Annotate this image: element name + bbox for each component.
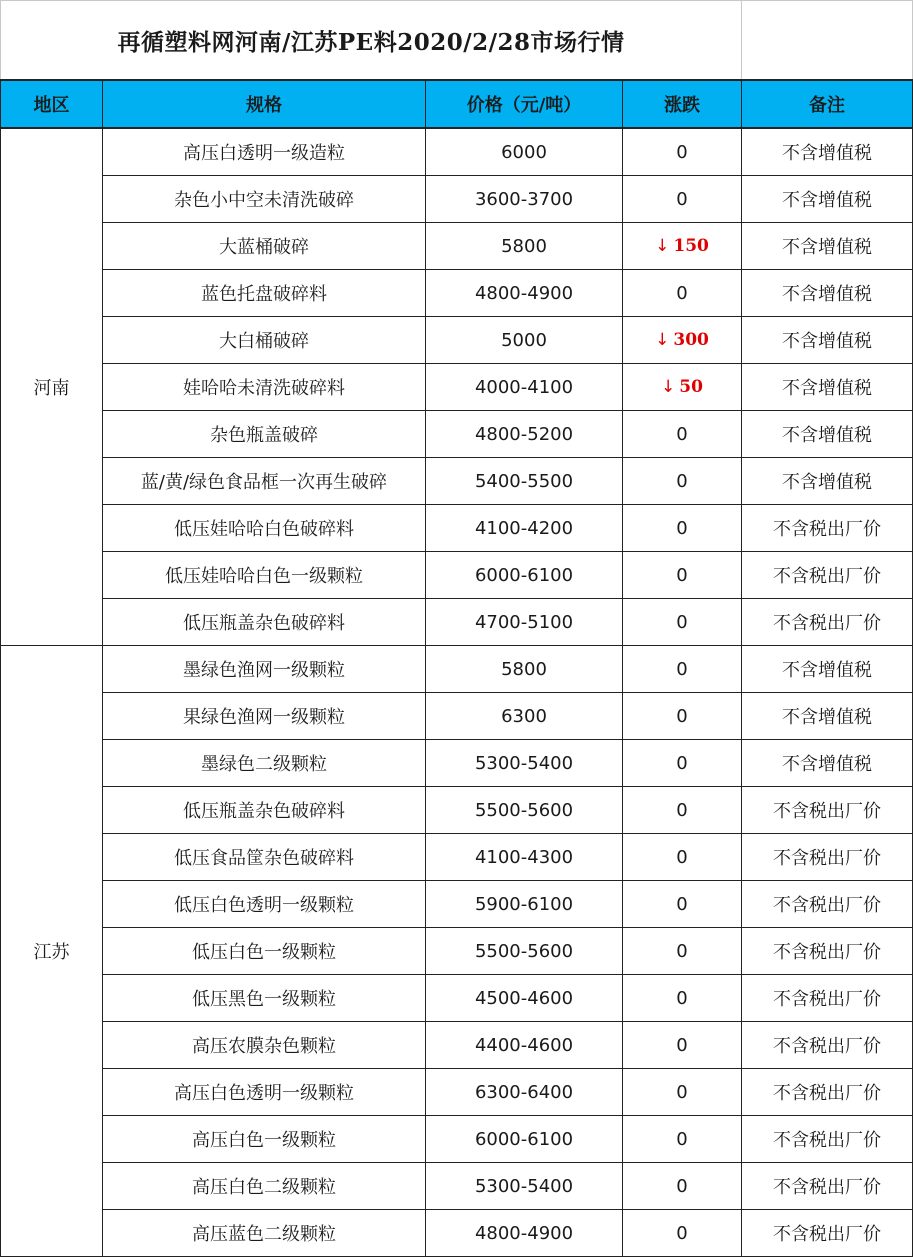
spec-cell: 高压白色一级颗粒 <box>103 1116 426 1163</box>
table-row <box>1 458 913 505</box>
change-cell: 0 <box>623 176 742 223</box>
note-cell: 不含增值税 <box>742 646 913 693</box>
spec-cell: 低压瓶盖杂色破碎料 <box>103 599 426 646</box>
change-cell: 0 <box>623 881 742 928</box>
spec-cell: 高压蓝色二级颗粒 <box>103 1210 426 1257</box>
table-row <box>1 223 913 270</box>
spec-cell: 蓝/黄/绿色食品框一次再生破碎 <box>103 458 426 505</box>
table-row <box>1 787 913 834</box>
table-row <box>1 881 913 928</box>
header-note: 备注 <box>742 80 913 128</box>
change-cell <box>623 317 742 364</box>
spec-cell: 高压白色二级颗粒 <box>103 1163 426 1210</box>
change-cell: 0 <box>623 411 742 458</box>
table-row <box>1 317 913 364</box>
table-row <box>1 693 913 740</box>
change-cell: 0 <box>623 693 742 740</box>
spec-cell: 高压白透明一级造粒 <box>103 128 426 176</box>
spec-cell: 低压娃哈哈白色破碎料 <box>103 505 426 552</box>
note-cell: 不含税出厂价 <box>742 505 913 552</box>
price-cell: 5900-6100 <box>426 881 623 928</box>
note-cell: 不含税出厂价 <box>742 834 913 881</box>
spec-cell: 低压白色透明一级颗粒 <box>103 881 426 928</box>
change-cell <box>623 223 742 270</box>
region-cell: 河南 <box>1 128 103 646</box>
note-cell: 不含税出厂价 <box>742 1116 913 1163</box>
change-cell: 0 <box>623 928 742 975</box>
table-row <box>1 270 913 317</box>
price-cell: 4100-4300 <box>426 834 623 881</box>
title-blank-cell <box>742 1 913 81</box>
note-cell: 不含增值税 <box>742 693 913 740</box>
change-cell: 0 <box>623 505 742 552</box>
spec-cell: 杂色小中空未清洗破碎 <box>103 176 426 223</box>
price-cell: 5300-5400 <box>426 1163 623 1210</box>
note-cell: 不含增值税 <box>742 128 913 176</box>
table-row <box>1 599 913 646</box>
note-cell: 不含增值税 <box>742 223 913 270</box>
price-cell: 5800 <box>426 223 623 270</box>
change-cell: 0 <box>623 834 742 881</box>
table-row <box>1 928 913 975</box>
change-cell: 0 <box>623 552 742 599</box>
change-value: 50 <box>679 377 703 397</box>
spec-cell: 墨绿色二级颗粒 <box>103 740 426 787</box>
change-cell: 0 <box>623 740 742 787</box>
note-cell: 不含增值税 <box>742 270 913 317</box>
change-cell: 0 <box>623 1163 742 1210</box>
change-cell <box>623 364 742 411</box>
header-region: 地区 <box>1 80 103 128</box>
price-cell: 5400-5500 <box>426 458 623 505</box>
note-cell: 不含增值税 <box>742 458 913 505</box>
note-cell: 不含增值税 <box>742 317 913 364</box>
note-cell: 不含税出厂价 <box>742 1069 913 1116</box>
down-arrow-icon: ↓ <box>661 377 676 397</box>
region-cell: 江苏 <box>1 646 103 1257</box>
spec-cell: 杂色瓶盖破碎 <box>103 411 426 458</box>
change-cell: 0 <box>623 787 742 834</box>
price-cell: 4400-4600 <box>426 1022 623 1069</box>
change-cell: 0 <box>623 1069 742 1116</box>
note-cell: 不含税出厂价 <box>742 881 913 928</box>
price-cell: 3600-3700 <box>426 176 623 223</box>
spec-cell: 低压瓶盖杂色破碎料 <box>103 787 426 834</box>
note-cell: 不含增值税 <box>742 411 913 458</box>
table-row <box>1 1069 913 1116</box>
table-row <box>1 364 913 411</box>
price-cell: 6300 <box>426 693 623 740</box>
price-cell: 4500-4600 <box>426 975 623 1022</box>
note-cell: 不含增值税 <box>742 740 913 787</box>
spec-cell: 大蓝桶破碎 <box>103 223 426 270</box>
price-cell: 4800-4900 <box>426 1210 623 1257</box>
change-cell: 0 <box>623 646 742 693</box>
spec-cell: 高压白色透明一级颗粒 <box>103 1069 426 1116</box>
header-spec: 规格 <box>103 80 426 128</box>
price-cell: 4800-5200 <box>426 411 623 458</box>
spec-cell: 低压黑色一级颗粒 <box>103 975 426 1022</box>
spec-cell: 娃哈哈未清洗破碎料 <box>103 364 426 411</box>
price-cell: 5300-5400 <box>426 740 623 787</box>
spec-cell: 高压农膜杂色颗粒 <box>103 1022 426 1069</box>
change-value: 300 <box>673 330 709 350</box>
spec-cell: 低压白色一级颗粒 <box>103 928 426 975</box>
title-row <box>1 1 913 81</box>
note-cell: 不含税出厂价 <box>742 975 913 1022</box>
change-cell: 0 <box>623 975 742 1022</box>
change-cell: 0 <box>623 1022 742 1069</box>
note-cell: 不含税出厂价 <box>742 928 913 975</box>
price-cell: 6000 <box>426 128 623 176</box>
price-cell: 4000-4100 <box>426 364 623 411</box>
price-cell: 6000-6100 <box>426 1116 623 1163</box>
table-row <box>1 975 913 1022</box>
down-arrow-icon: ↓ <box>655 330 670 350</box>
change-cell: 0 <box>623 1116 742 1163</box>
note-cell: 不含增值税 <box>742 176 913 223</box>
table-row <box>1 740 913 787</box>
table-row <box>1 834 913 881</box>
table-row <box>1 505 913 552</box>
page-title: 再循塑料网河南/江苏PE料2020/2/28市场行情 <box>1 1 742 81</box>
note-cell: 不含税出厂价 <box>742 787 913 834</box>
change-cell: 0 <box>623 458 742 505</box>
spec-cell: 墨绿色渔网一级颗粒 <box>103 646 426 693</box>
price-cell: 4700-5100 <box>426 599 623 646</box>
table-row <box>1 1163 913 1210</box>
note-cell: 不含税出厂价 <box>742 1022 913 1069</box>
change-cell: 0 <box>623 1210 742 1257</box>
header-row <box>1 80 913 128</box>
note-cell: 不含增值税 <box>742 364 913 411</box>
spec-cell: 低压食品筐杂色破碎料 <box>103 834 426 881</box>
note-cell: 不含税出厂价 <box>742 1210 913 1257</box>
table-row <box>1 552 913 599</box>
change-cell: 0 <box>623 270 742 317</box>
note-cell: 不含税出厂价 <box>742 1163 913 1210</box>
header-change: 涨跌 <box>623 80 742 128</box>
price-cell: 6000-6100 <box>426 552 623 599</box>
change-value: 150 <box>673 236 709 256</box>
change-cell: 0 <box>623 128 742 176</box>
change-cell: 0 <box>623 599 742 646</box>
price-cell: 5500-5600 <box>426 928 623 975</box>
price-cell: 5500-5600 <box>426 787 623 834</box>
spec-cell: 果绿色渔网一级颗粒 <box>103 693 426 740</box>
spec-cell: 蓝色托盘破碎料 <box>103 270 426 317</box>
price-cell: 6300-6400 <box>426 1069 623 1116</box>
price-cell: 4800-4900 <box>426 270 623 317</box>
table-row <box>1 1022 913 1069</box>
table-row <box>1 128 913 176</box>
table-row <box>1 411 913 458</box>
note-cell: 不含税出厂价 <box>742 599 913 646</box>
spec-cell: 低压娃哈哈白色一级颗粒 <box>103 552 426 599</box>
price-cell: 5800 <box>426 646 623 693</box>
down-arrow-icon: ↓ <box>655 236 670 256</box>
price-cell: 4100-4200 <box>426 505 623 552</box>
note-cell: 不含税出厂价 <box>742 552 913 599</box>
table-row <box>1 1116 913 1163</box>
table-row <box>1 1210 913 1257</box>
table-row <box>1 646 913 693</box>
spec-cell: 大白桶破碎 <box>103 317 426 364</box>
table-row <box>1 176 913 223</box>
header-price: 价格（元/吨） <box>426 80 623 128</box>
price-cell: 5000 <box>426 317 623 364</box>
table-body <box>1 128 913 1257</box>
